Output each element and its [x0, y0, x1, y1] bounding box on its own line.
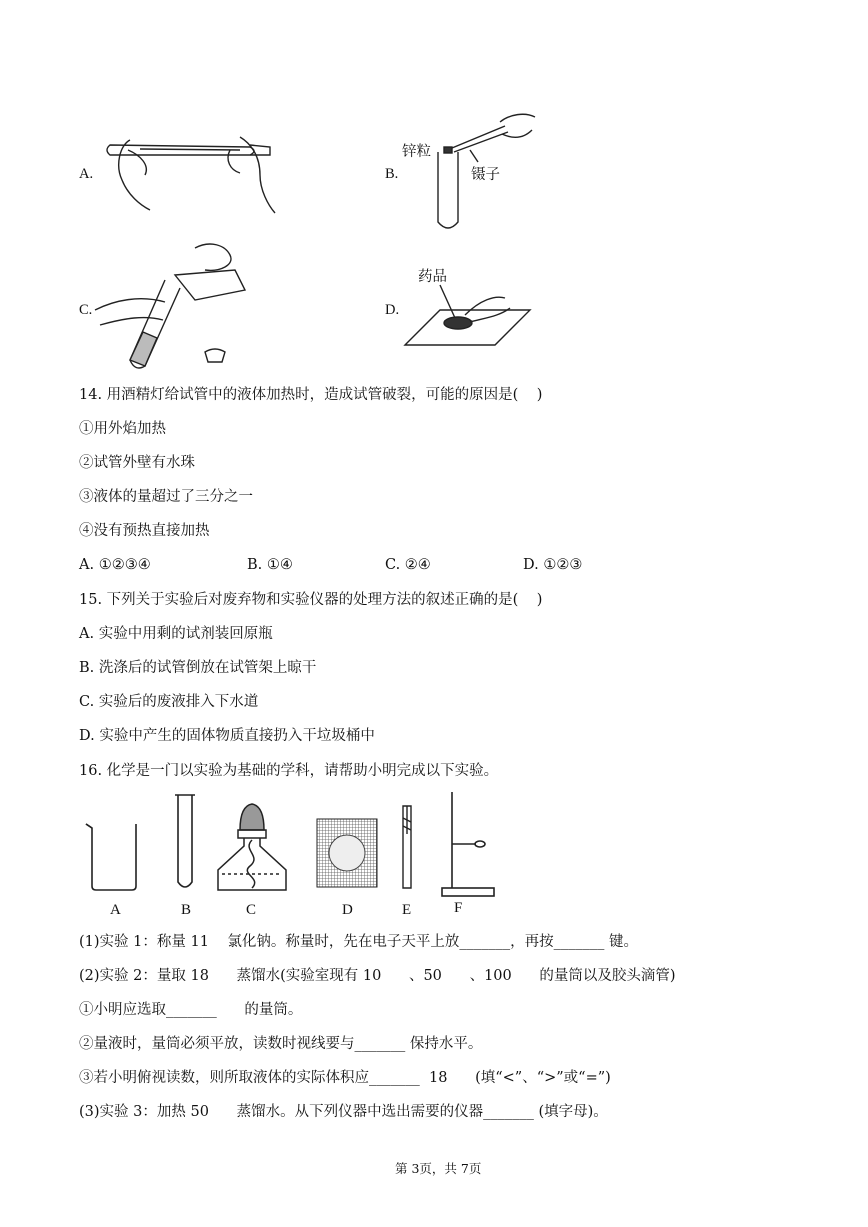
- iron-stand-illustration: [438, 790, 498, 898]
- q14-choice-b[interactable]: [247, 556, 293, 574]
- chemical-label: 药品: [418, 269, 447, 285]
- apparatus-label-f: F: [454, 900, 463, 916]
- apparatus-label-a: A: [110, 902, 121, 918]
- choice-letter: C.: [385, 557, 401, 573]
- q16-part1: (1)实验 1：称量 11 氯化钠。称量时，先在电子天平上放_______，再按_______ 键。: [79, 934, 638, 950]
- asbestos-gauze-illustration: [316, 818, 378, 888]
- test-tube-clamp-illustration: [397, 804, 417, 890]
- alcohol-lamp-illustration: [212, 800, 292, 896]
- q15-choice-a[interactable]: A. 实验中用剩的试剂装回原瓶: [79, 626, 273, 642]
- q16-stem: 16. 化学是一门以实验为基础的学科，请帮助小明完成以下实验。: [79, 763, 499, 779]
- q14-item: ③液体的量超过了三分之一: [79, 489, 253, 505]
- choice-letter: B.: [247, 557, 263, 573]
- q16-part2-sub1: ①小明应选取_______ 的量筒。: [79, 1002, 303, 1018]
- choice-text: ①②③④: [98, 557, 151, 573]
- q14-item: ①用外焰加热: [79, 421, 166, 437]
- tweezers-label: 镊子: [471, 167, 500, 183]
- q14-choice-a[interactable]: [79, 556, 151, 574]
- zinc-label: 锌粒: [402, 144, 431, 160]
- q14-item: ④没有预热直接加热: [79, 523, 210, 539]
- q15-choice-d[interactable]: D. 实验中产生的固体物质直接扔入干垃圾桶中: [79, 728, 375, 744]
- test-tube-illustration: [172, 792, 198, 894]
- option-c-letter: C.: [79, 302, 93, 318]
- q16-part3: (3)实验 3：加热 50 蒸馏水。从下列仪器中选出需要的仪器_______ (填字母)。: [79, 1104, 608, 1120]
- q14-stem: 14. 用酒精灯给试管中的液体加热时，造成试管破裂，可能的原因是( ): [79, 387, 543, 403]
- touching-chemical-illustration: [400, 280, 535, 350]
- shaking-test-tube-illustration: [100, 125, 280, 215]
- pouring-liquid-illustration: [95, 240, 255, 375]
- q15-choice-c[interactable]: C. 实验后的废液排入下水道: [79, 694, 259, 710]
- q16-part2-sub2: ②量液时，量筒必须平放，读数时视线要与_______ 保持水平。: [79, 1036, 483, 1052]
- q14-item: ②试管外壁有水珠: [79, 455, 195, 471]
- q15-choice-b[interactable]: B. 洗涤后的试管倒放在试管架上晾干: [79, 660, 317, 676]
- q14-choice-c[interactable]: [385, 556, 431, 574]
- apparatus-label-c: C: [246, 902, 257, 918]
- apparatus-label-b: B: [181, 902, 192, 918]
- q16-part2: (2)实验 2：量取 18 蒸馏水(实验室现有 10 、50 、100 的量筒以及胶头滴管): [79, 968, 676, 984]
- q14-choice-d[interactable]: [523, 556, 582, 574]
- q15-stem: 15. 下列关于实验后对废弃物和实验仪器的处理方法的叙述正确的是( ): [79, 592, 543, 608]
- page-footer: 第 3页，共 7页: [395, 1161, 482, 1176]
- apparatus-label-d: D: [342, 902, 353, 918]
- choice-text: ①④: [266, 557, 293, 573]
- beaker-illustration: [82, 820, 142, 892]
- apparatus-label-e: E: [402, 902, 412, 918]
- choice-text: ②④: [404, 557, 431, 573]
- option-a-letter: A.: [79, 166, 94, 182]
- option-d-letter: D.: [385, 302, 400, 318]
- option-b-letter: B.: [385, 166, 399, 182]
- choice-text: ①②③: [543, 557, 583, 573]
- choice-letter: D.: [523, 557, 539, 573]
- q16-part2-sub3: ③若小明俯视读数，则所取液体的实际体积应_______ 18 (填“<”、“>”或“=”): [79, 1070, 611, 1086]
- choice-letter: A.: [79, 557, 95, 573]
